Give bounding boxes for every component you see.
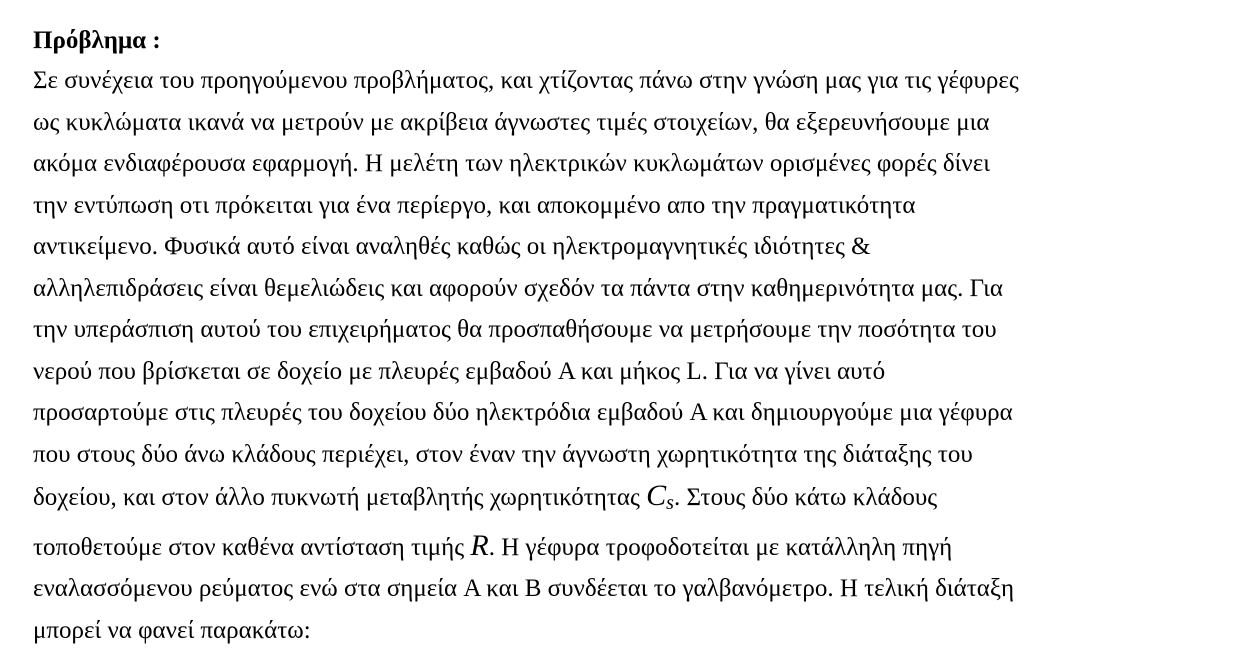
capacitance-subscript: s bbox=[666, 492, 674, 514]
line-text: . Η γέφυρα τροφοδοτείται με κατάλληλη πηγή bbox=[488, 533, 953, 561]
line-text: . Στους δύο κάτω κλάδους bbox=[673, 484, 938, 511]
paragraph-line: αντικείμενο. Φυσικά αυτό είναι αναληθές καθώς οι ηλεκτρομαγνητικές ιδιότητες & bbox=[33, 233, 871, 260]
line-text: δοχείου, και στον άλλο πυκνωτή μεταβλητής χωρητικότητας bbox=[33, 484, 647, 511]
problem-title: Πρόβλημα : bbox=[33, 27, 161, 54]
problem-paragraph bbox=[33, 60, 1218, 651]
paragraph-line: την υπεράσπιση αυτού του επιχειρήματος θα προσπαθήσουμε να μετρήσουμε την ποσότητα του bbox=[33, 316, 997, 343]
paragraph-line: ακόμα ενδιαφέρουσα εφαρμογή. Η μελέτη των ηλεκτρικών κυκλωμάτων ορισμένες φορές δίνει bbox=[33, 150, 990, 177]
paragraph-line: εναλασσόμενου ρεύματος ενώ στα σημεία A και B συνδέεται το γαλβανόμετρο. Η τελική διάταξη bbox=[33, 575, 1015, 602]
paragraph-line: την εντύπωση οτι πρόκειται για ένα περίεργο, και αποκομμένο απο την πραγματικότητα bbox=[33, 191, 916, 219]
line-text: τοποθετούμε στον καθένα αντίσταση τιμής bbox=[33, 533, 471, 561]
resistance-symbol: R bbox=[470, 528, 489, 562]
paragraph-line-capacitor bbox=[33, 475, 1218, 525]
paragraph-line: προσαρτούμε στις πλευρές του δοχείου δύο ηλεκτρόδια εμβαδού A και δημιουργούμε μια γέφυρα bbox=[33, 399, 1013, 426]
capacitance-symbol: C bbox=[646, 479, 667, 512]
paragraph-line: που στους δύο άνω κλάδους περιέχει, στον έναν την άγνωστη χωρητικότητα της διάταξης του bbox=[33, 440, 973, 468]
paragraph-line-resistor bbox=[33, 525, 1218, 569]
paragraph-line: αλληλεπιδράσεις είναι θεμελιώδεις και αφορούν σχεδόν τα πάντα στην καθημερινότητα μας. Για bbox=[33, 274, 1003, 302]
paragraph-line: μπορεί να φανεί παρακάτω: bbox=[33, 616, 311, 644]
paragraph-line: νερού που βρίσκεται σε δοχείο με πλευρές εμβαδού A και μήκος L. Για να γίνει αυτό bbox=[33, 357, 886, 385]
paragraph-line: Σε συνέχεια του προηγούμενου προβλήματος, και χτίζοντας πάνω στην γνώση μας για τις γέφυρες bbox=[33, 67, 1019, 94]
paragraph-line: ως κυκλώματα ικανά να μετρούν με ακρίβεια άγνωστες τιμές στοιχείων, θα εξερευνήσουμε μια bbox=[33, 108, 990, 136]
